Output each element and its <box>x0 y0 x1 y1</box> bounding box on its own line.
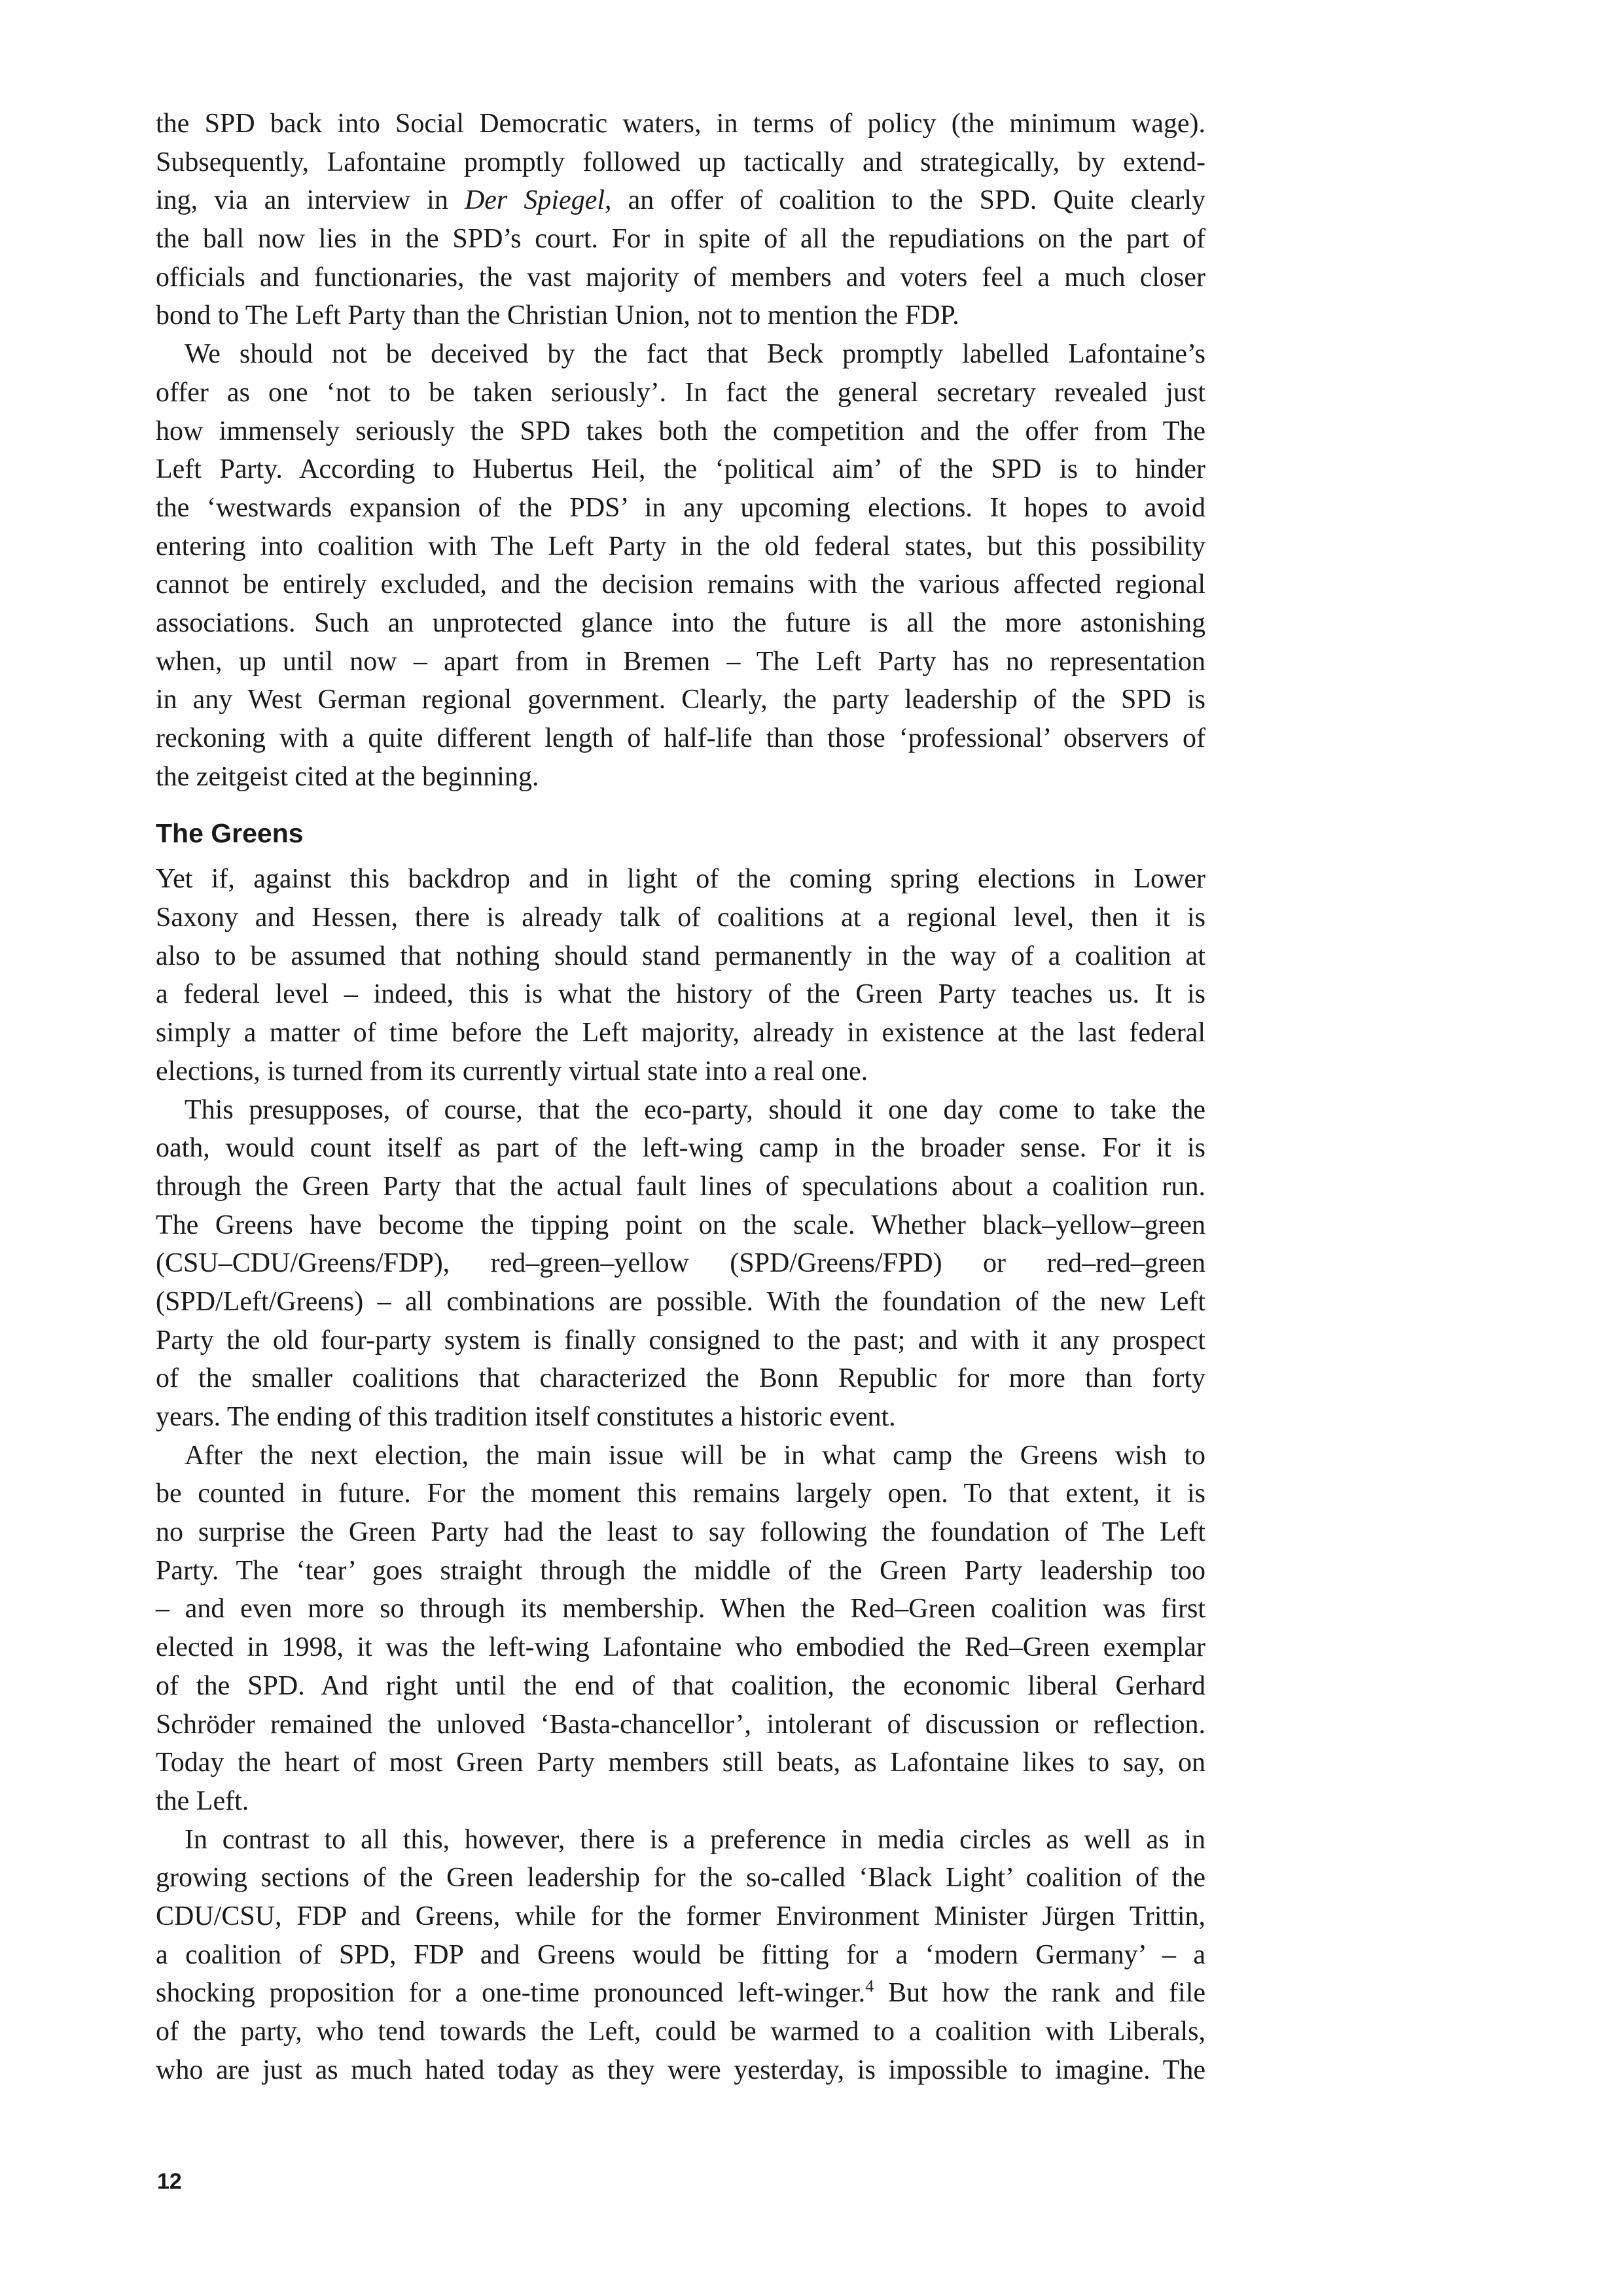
text-line: years. The ending of this tradition itself constitutes a historic event. <box>156 1402 896 1432</box>
text-span: But how the rank and file <box>874 1978 1206 2009</box>
text-line: After the next election, the main issue will be in what camp the Greens wish to <box>185 1440 1205 1471</box>
paragraph-5 <box>156 1437 1205 1821</box>
text-line: (SPD/Left/Greens) – all combinations are possible. With the foundation of the new Left <box>156 1286 1205 1317</box>
text-line: Left Party. According to Hubertus Heil, the ‘political aim’ of the SPD is to hinder <box>156 454 1205 485</box>
text-line: the SPD back into Social Democratic waters, in terms of policy (the minimum wage). <box>156 109 1205 139</box>
text-span: , an offer of coalition to the SPD. Quite clearly <box>605 185 1205 216</box>
text-line: – and even more so through its membership. When the Red–Green coalition was first <box>156 1594 1205 1624</box>
footnote-reference[interactable]: 4 <box>865 1977 874 1996</box>
text-span: shocking proposition for a one-time pronounced left-winger. <box>156 1978 866 2009</box>
page-number: 12 <box>157 2169 182 2194</box>
text-line: be counted in future. For the moment this remains largely open. To that extent, it is <box>156 1479 1205 1509</box>
text-line: simply a matter of time before the Left majority, already in existence at the last federal <box>156 1018 1205 1049</box>
text-line: Today the heart of most Green Party members still beats, as Lafontaine likes to say, on <box>156 1748 1205 1778</box>
text-line: officials and functionaries, the vast majority of members and voters feel a much closer <box>156 262 1205 293</box>
section-heading: The Greens <box>156 818 304 849</box>
text-line <box>156 181 1205 220</box>
text-line: Party. The ‘tear’ goes straight through the middle of the Green Party leadership too <box>156 1555 1205 1586</box>
paragraph-6 <box>156 1821 1205 2090</box>
text-line: also to be assumed that nothing should stand permanently in the way of a coalition at <box>156 941 1205 971</box>
paragraph-4 <box>156 1091 1205 1437</box>
text-line: no surprise the Green Party had the least to say following the foundation of The Left <box>156 1517 1205 1548</box>
text-line: entering into coalition with The Left Party in the old federal states, but this possibility <box>156 531 1205 562</box>
text-line: of the SPD. And right until the end of that coalition, the economic liberal Gerhard <box>156 1670 1205 1701</box>
text-line: in any West German regional government. Clearly, the party leadership of the SPD is <box>156 685 1205 715</box>
text-line: (CSU–CDU/Greens/FDP), red–green–yellow (SPD/Greens/FPD) or red–red–green <box>156 1248 1205 1279</box>
text-line: of the smaller coalitions that characterized the Bonn Republic for more than forty <box>156 1363 1205 1394</box>
text-line: oath, would count itself as part of the left-wing camp in the broader sense. For it is <box>156 1133 1205 1164</box>
text-line: The Greens have become the tipping point on the scale. Whether black–yellow–green <box>156 1210 1205 1240</box>
text-line: CDU/CSU, FDP and Greens, while for the former Environment Minister Jürgen Trittin, <box>156 1901 1205 1931</box>
text-line: elections, is turned from its currently virtual state into a real one. <box>156 1056 868 1086</box>
text-line: of the party, who tend towards the Left, could be warmed to a coalition with Liberals, <box>156 2017 1205 2047</box>
text-line: growing sections of the Green leadership for the so-called ‘Black Light’ coalition of the <box>156 1863 1205 1893</box>
text-line: reckoning with a quite different length of half-life than those ‘professional’ observers of <box>156 723 1205 753</box>
text-line: through the Green Party that the actual fault lines of speculations about a coalition run. <box>156 1171 1205 1202</box>
text-span: ing, via an interview in <box>156 185 448 216</box>
text-line: Subsequently, Lafontaine promptly followed up tactically and strategically, by extend- <box>156 147 1205 177</box>
publication-title: Der Spiegel <box>464 185 605 216</box>
text-line: a federal level – indeed, this is what the history of the Green Party teaches us. It is <box>156 979 1205 1010</box>
text-line: In contrast to all this, however, there is a preference in media circles as well as in <box>185 1824 1205 1855</box>
text-line: Saxony and Hessen, there is already talk of coalitions at a regional level, then it is <box>156 903 1205 933</box>
paragraph-3 <box>156 860 1205 1090</box>
text-line: Yet if, against this backdrop and in light of the coming spring elections in Lower <box>156 864 1205 895</box>
text-line: We should not be deceived by the fact that Beck promptly labelled Lafontaine’s <box>185 339 1205 370</box>
text-line: the ‘westwards expansion of the PDS’ in any upcoming elections. It hopes to avoid <box>156 492 1205 523</box>
paragraph-1 <box>156 105 1205 335</box>
text-line: the Left. <box>156 1785 249 1816</box>
text-line: This presupposes, of course, that the eco-party, should it one day come to take the <box>185 1094 1205 1125</box>
text-line: offer as one ‘not to be taken seriously’. In fact the general secretary revealed just <box>156 377 1205 408</box>
paragraph-2 <box>156 335 1205 796</box>
text-line: when, up until now – apart from in Bremen – The Left Party has no representation <box>156 646 1205 677</box>
text-line <box>156 1974 1205 2013</box>
text-line: who are just as much hated today as they were yesterday, is impossible to imagine. The <box>156 2054 1205 2085</box>
text-line: bond to The Left Party than the Christian Union, not to mention the FDP. <box>156 300 959 331</box>
text-line: Party the old four-party system is finally consigned to the past; and with it any prospect <box>156 1325 1205 1355</box>
text-line: the ball now lies in the SPD’s court. For in spite of all the repudiations on the part of <box>156 224 1205 255</box>
body-text <box>156 105 1205 2089</box>
text-line: a coalition of SPD, FDP and Greens would be fitting for a ‘modern Germany’ – a <box>156 1939 1205 1970</box>
text-line: associations. Such an unprotected glance into the future is all the more astonishing <box>156 607 1205 638</box>
text-line: elected in 1998, it was the left-wing Lafontaine who embodied the Red–Green exemplar <box>156 1632 1205 1663</box>
text-line: Schröder remained the unloved ‘Basta-chancellor’, intolerant of discussion or reflection. <box>156 1709 1205 1740</box>
text-line: cannot be entirely excluded, and the decision remains with the various affected regional <box>156 569 1205 600</box>
text-line: the zeitgeist cited at the beginning. <box>156 761 539 792</box>
text-line: how immensely seriously the SPD takes both the competition and the offer from The <box>156 416 1205 446</box>
